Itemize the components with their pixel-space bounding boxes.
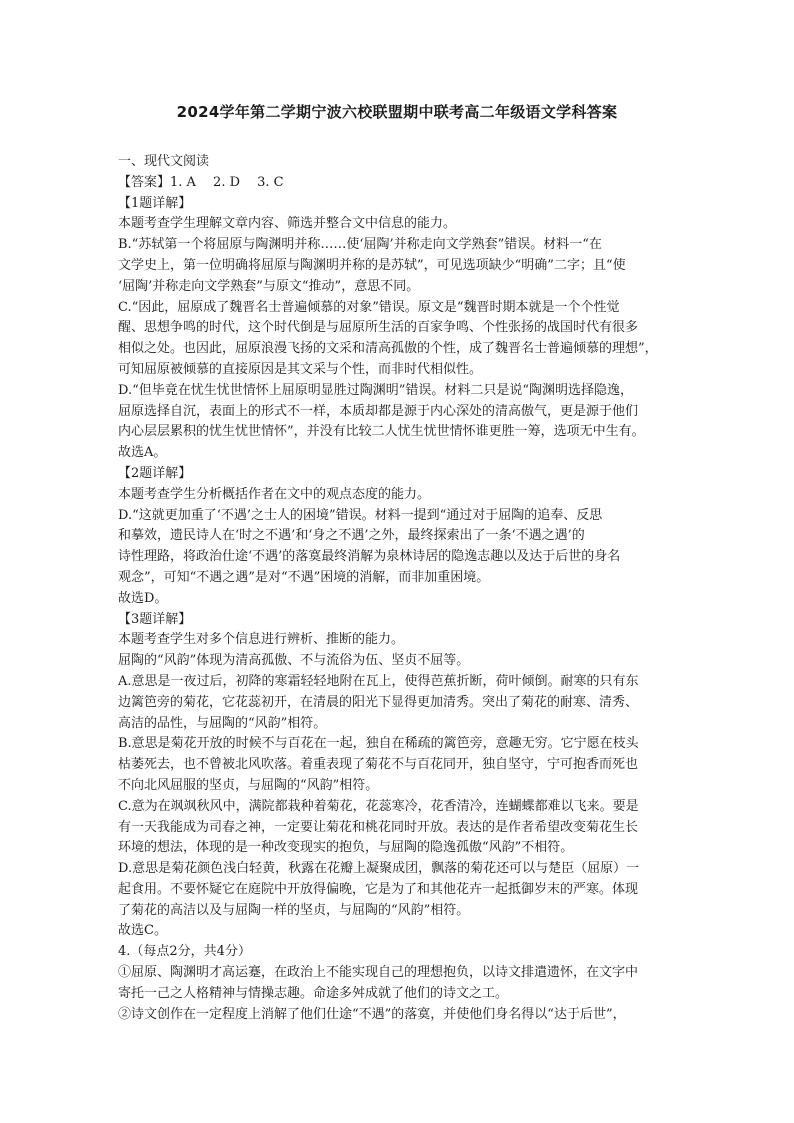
text-line: ‘屈陶’并称走向文学熟套”与原文“推动”，意思不同。 [118, 278, 420, 294]
text-line: 观念”，可知“不遇之遇”是对“不遇”困境的消解，而非加重困境。 [118, 569, 490, 585]
text-line: 屈陶的“风韵”体现为清高孤傲、不与流俗为伍、坚贞不屈等。 [118, 653, 470, 669]
text-line: 寄托一己之人格精神与情操志趣。命途多舛成就了他们的诗文之工。 [118, 985, 509, 1001]
text-line: 不向北风屈服的坚贞，与屈陶的“风韵”相符。 [118, 777, 379, 793]
text-line: 有一天我能成为司春之神，一定要让菊花和桃花同时开放。表达的是作者希望改变菊花生长 [118, 819, 639, 835]
text-line: 【1题详解】 [118, 195, 192, 211]
text-line: 屈原选择自沉，表面上的形式不一样，本质却都是源于内心深处的清高傲气，更是源于他们 [118, 403, 639, 419]
text-line: 【答案】1. A 2. D 3. C [118, 174, 284, 190]
text-line: D.“但毕竟在忧生忧世情怀上屈原明显胜过陶渊明”错误。材料二只是说“陶渊明选择隐逸， [118, 382, 634, 398]
text-line: 本题考查学生对多个信息进行辨析、推断的能力。 [118, 632, 405, 648]
text-line: A.意思是一夜过后，初降的寒霜轻轻地附在瓦上，使得芭蕉折断，荷叶倾倒。耐寒的只有东 [118, 673, 639, 689]
text-line: ①屈原、陶渊明才高运蹇，在政治上不能实现自己的理想抱负，以诗文排遣遗怀，在文字中 [118, 965, 639, 981]
text-line: 内心层层累积的忧生忧世情怀”，并没有比较二人忧生忧世情怀谁更胜一筹，选项无中生有。 [118, 424, 645, 440]
text-line: C.意为在飒飒秋风中，满院都栽种着菊花，花蕊寒冷，花香清冷，连蝴蝶都难以飞来。要是 [118, 798, 639, 814]
text-line: C.“因此，屈原成了魏晋名士普遍倾慕的对象”错误。原文是“魏晋时期本就是一个个性觉 [118, 299, 620, 315]
text-line: 4.（每点2分，共4分） [118, 944, 251, 960]
text-line: 和摹效，遗民诗人在‘时之不遇’和‘身之不遇’之外，最终探索出了一条‘不遇之遇’的 [118, 528, 585, 544]
text-line: D.意思是菊花颜色浅白轻黄，秋露在花瓣上凝聚成团，飘落的菊花还可以与楚臣（屈原）一 [118, 861, 640, 877]
text-line: 边篱笆旁的菊花，它花蕊初开，在清晨的阳光下显得更加清秀。突出了菊花的耐寒、清秀、 [118, 694, 639, 710]
answer-content [118, 152, 680, 1025]
text-line: 故选C。 [118, 923, 167, 939]
text-line: 可知屈原被倾慕的直接原因是其文采与个性，而非时代相似性。 [118, 361, 483, 377]
text-line: 文学史上，第一位明确将屈原与陶渊明并称的是苏轼”，可见选项缺少“明确”二字；且“使 [118, 257, 626, 273]
text-line: 故选A。 [118, 445, 167, 461]
text-line: 【2题详解】 [118, 465, 192, 481]
text-line: B.意思是菊花开放的时候不与百花在一起，独自在稀疏的篱笆旁，意趣无穷。它宁愿在枝头 [118, 736, 639, 752]
text-line: B.“苏轼第一个将屈原与陶渊明并称……使‘屈陶’并称走向文学熟套”错误。材料一“在 [118, 237, 602, 253]
text-line: 了菊花的高洁以及与屈陶一样的坚贞，与屈陶的“风韵”相符。 [118, 902, 470, 918]
text-line: 一、现代文阅读 [118, 154, 210, 169]
text-line: 相似之处。也因此，屈原浪漫飞扬的文采和清高孤傲的个性，成了魏晋名士普遍倾慕的理想”， [118, 341, 658, 357]
text-line: 诗性理路，将政治仕途‘不遇’的落寞最终消解为泉林诗居的隐逸志趣以及达于后世的身名 [118, 549, 621, 565]
document-title: 2024学年第二学期宁波六校联盟期中联考高二年级语文学科答案 [176, 103, 618, 121]
text-line: 本题考查学生理解文章内容、筛选并整合文中信息的能力。 [118, 216, 457, 232]
text-line: 起食用。不要怀疑它在庭院中开放得偏晚，它是为了和其他花卉一起抵御岁末的严寒。体现 [118, 881, 639, 897]
text-line: 枯萎死去，也不曾被北风吹落。着重表现了菊花不与百花同开，独自坚守，宁可抱香而死也 [118, 757, 639, 773]
text-line: 高洁的品性，与屈陶的“风韵”相符。 [118, 715, 327, 731]
text-line: D.“这就更加重了‘不遇’之士人的困境”错误。材料一提到“通过对于屈陶的追奉、反思 [118, 507, 603, 523]
text-line: 环境的想法，体现的是一种改变现实的抱负，与屈陶的隐逸孤傲“风韵”不相符。 [118, 840, 574, 856]
text-line: 故选D。 [118, 590, 168, 606]
text-line: 【3题详解】 [118, 611, 192, 627]
text-line: ②诗文创作在一定程度上消解了他们仕途“不遇”的落寞，并使他们身名得以“达于后世”， [118, 1006, 626, 1022]
text-line: 醒、思想争鸣的时代，这个时代倒是与屈原所生活的百家争鸣、个性张扬的战国时代有很多 [118, 320, 639, 336]
text-line: 本题考查学生分析概括作者在文中的观点态度的能力。 [118, 486, 431, 502]
